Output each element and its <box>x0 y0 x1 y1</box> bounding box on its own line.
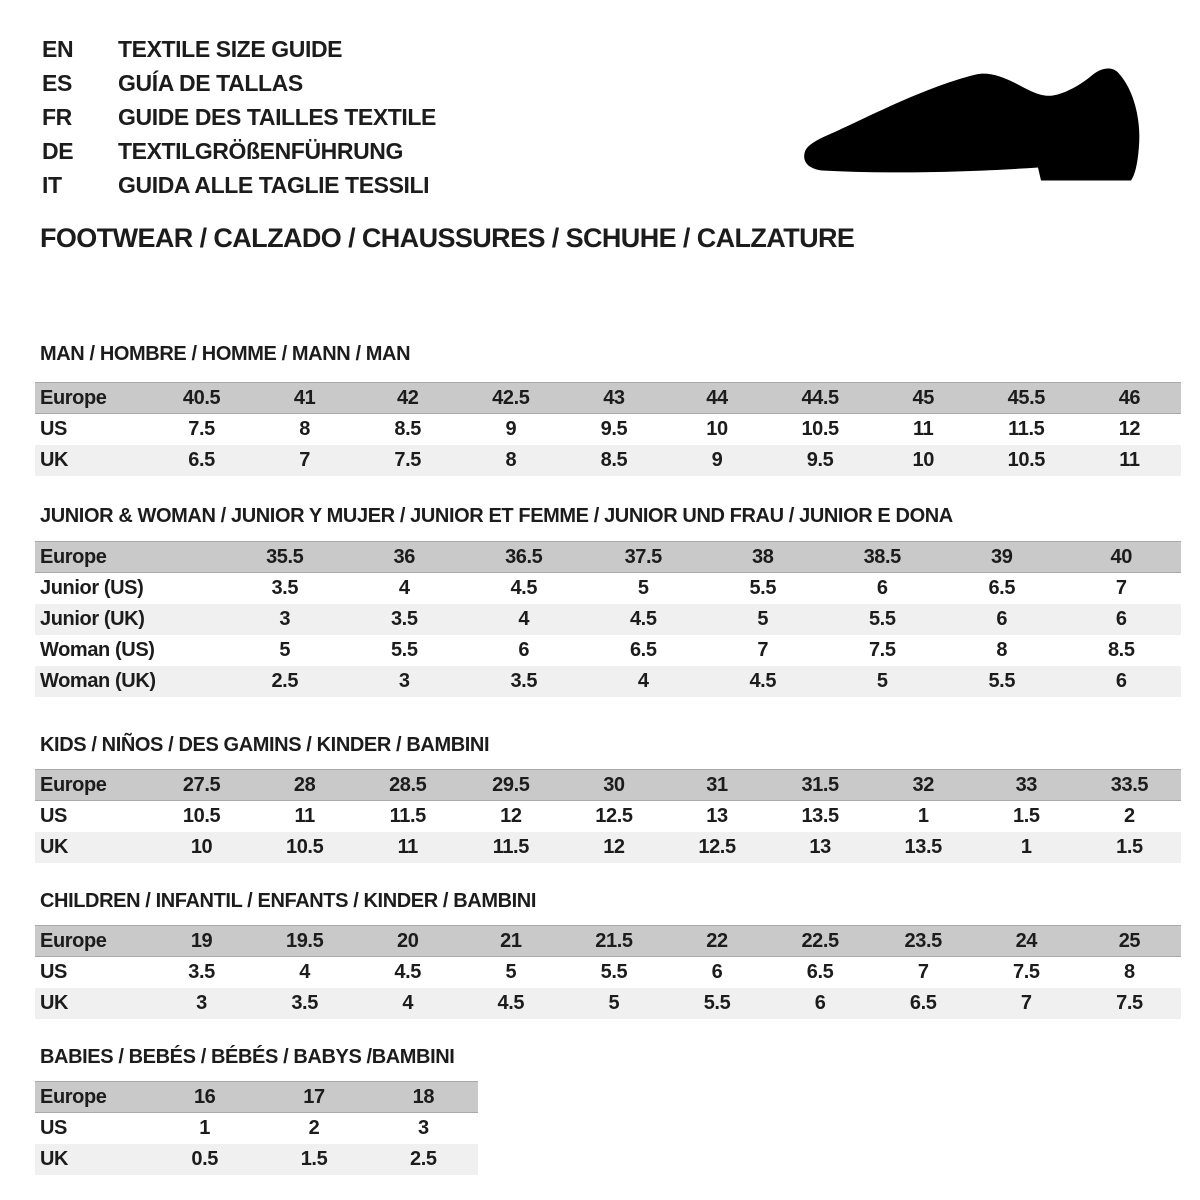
size-value-cell: 3.5 <box>464 666 584 697</box>
row-label: UK <box>35 832 150 863</box>
table-row <box>35 988 1181 1019</box>
size-value-cell: 12 <box>459 801 562 832</box>
size-value-cell: 5.5 <box>823 604 943 635</box>
row-label: US <box>35 957 150 988</box>
size-value-cell: 6 <box>769 988 872 1019</box>
size-value-cell: 8 <box>942 635 1062 666</box>
shoe-icon <box>800 58 1145 186</box>
row-label: US <box>35 414 150 445</box>
size-value-cell: 9.5 <box>562 414 665 445</box>
language-row <box>42 100 436 134</box>
size-value-cell: 13.5 <box>872 832 975 863</box>
size-value-cell: 4.5 <box>459 988 562 1019</box>
size-value-cell: 12.5 <box>562 801 665 832</box>
size-value-cell: 25 <box>1078 926 1181 957</box>
size-value-cell: 0.5 <box>150 1144 259 1175</box>
size-value-cell: 7 <box>1062 573 1182 604</box>
row-label: US <box>35 801 150 832</box>
size-value-cell: 3 <box>150 988 253 1019</box>
table-row <box>35 666 1181 697</box>
size-value-cell: 30 <box>562 770 665 801</box>
size-value-cell: 1.5 <box>1078 832 1181 863</box>
size-value-cell: 27.5 <box>150 770 253 801</box>
language-code: DE <box>42 137 74 164</box>
size-value-cell: 8 <box>253 414 356 445</box>
size-value-cell: 7.5 <box>150 414 253 445</box>
language-title-block <box>42 32 436 202</box>
size-value-cell: 41 <box>253 383 356 414</box>
table-row <box>35 573 1181 604</box>
size-value-cell: 23.5 <box>872 926 975 957</box>
size-value-cell: 45 <box>872 383 975 414</box>
table-title-man: MAN / HOMBRE / HOMME / MANN / MAN <box>40 343 411 365</box>
table-row <box>35 832 1181 863</box>
size-value-cell: 46 <box>1078 383 1181 414</box>
size-value-cell: 10.5 <box>253 832 356 863</box>
table-row <box>35 635 1181 666</box>
row-label: Europe <box>35 1082 150 1113</box>
table-row <box>35 801 1181 832</box>
row-label: Europe <box>35 926 150 957</box>
size-value-cell: 10.5 <box>150 801 253 832</box>
size-value-cell: 7.5 <box>823 635 943 666</box>
language-title: TEXTILGRÖßENFÜHRUNG <box>118 137 403 164</box>
size-value-cell: 6.5 <box>872 988 975 1019</box>
size-table-junior-woman <box>35 541 1181 697</box>
size-value-cell: 1 <box>150 1113 259 1144</box>
size-value-cell: 42 <box>356 383 459 414</box>
size-value-cell: 11.5 <box>459 832 562 863</box>
size-value-cell: 5.5 <box>665 988 768 1019</box>
size-value-cell: 2 <box>1078 801 1181 832</box>
size-value-cell: 6 <box>1062 604 1182 635</box>
language-code: IT <box>42 171 62 198</box>
size-value-cell: 39 <box>942 542 1062 573</box>
size-value-cell: 40 <box>1062 542 1182 573</box>
table-title-kids: KIDS / NIÑOS / DES GAMINS / KINDER / BAMBINI <box>40 734 490 756</box>
language-code: ES <box>42 69 72 96</box>
size-value-cell: 36 <box>345 542 465 573</box>
language-title: GUÍA DE TALLAS <box>118 69 303 96</box>
size-value-cell: 3.5 <box>225 573 345 604</box>
size-value-cell: 8.5 <box>1062 635 1182 666</box>
table-children <box>35 925 1181 1019</box>
size-value-cell: 7.5 <box>356 445 459 476</box>
size-table-babies <box>35 1081 478 1175</box>
size-value-cell: 29.5 <box>459 770 562 801</box>
size-value-cell: 13 <box>665 801 768 832</box>
language-row <box>42 134 436 168</box>
size-value-cell: 7 <box>703 635 823 666</box>
size-value-cell: 11.5 <box>975 414 1078 445</box>
size-value-cell: 20 <box>356 926 459 957</box>
size-value-cell: 32 <box>872 770 975 801</box>
size-value-cell: 9 <box>459 414 562 445</box>
size-value-cell: 11 <box>253 801 356 832</box>
size-value-cell: 4.5 <box>703 666 823 697</box>
size-value-cell: 7.5 <box>975 957 1078 988</box>
size-value-cell: 3 <box>345 666 465 697</box>
size-value-cell: 6 <box>665 957 768 988</box>
row-label: Europe <box>35 542 225 573</box>
size-value-cell: 17 <box>259 1082 368 1113</box>
size-value-cell: 8 <box>459 445 562 476</box>
size-value-cell: 7 <box>872 957 975 988</box>
size-value-cell: 3 <box>369 1113 478 1144</box>
size-value-cell: 7.5 <box>1078 988 1181 1019</box>
size-value-cell: 38.5 <box>823 542 943 573</box>
size-value-cell: 28 <box>253 770 356 801</box>
row-label: Europe <box>35 383 150 414</box>
table-header-row <box>35 770 1181 801</box>
size-value-cell: 45.5 <box>975 383 1078 414</box>
category-heading: FOOTWEAR / CALZADO / CHAUSSURES / SCHUHE / CALZATURE <box>40 223 855 253</box>
size-value-cell: 7 <box>253 445 356 476</box>
size-value-cell: 13 <box>769 832 872 863</box>
size-value-cell: 21 <box>459 926 562 957</box>
size-value-cell: 31 <box>665 770 768 801</box>
size-value-cell: 2.5 <box>225 666 345 697</box>
size-value-cell: 19 <box>150 926 253 957</box>
table-row <box>35 414 1181 445</box>
language-row <box>42 66 436 100</box>
size-value-cell: 38 <box>703 542 823 573</box>
row-label: Europe <box>35 770 150 801</box>
size-value-cell: 4.5 <box>356 957 459 988</box>
size-value-cell: 2 <box>259 1113 368 1144</box>
table-kids <box>35 769 1181 863</box>
table-row <box>35 604 1181 635</box>
table-header-row <box>35 926 1181 957</box>
size-value-cell: 5 <box>584 573 704 604</box>
row-label: Woman (UK) <box>35 666 225 697</box>
table-row <box>35 957 1181 988</box>
size-value-cell: 6.5 <box>150 445 253 476</box>
size-value-cell: 5.5 <box>703 573 823 604</box>
size-value-cell: 4 <box>584 666 704 697</box>
size-value-cell: 7 <box>975 988 1078 1019</box>
language-row <box>42 32 436 66</box>
row-label: Woman (US) <box>35 635 225 666</box>
size-value-cell: 12 <box>562 832 665 863</box>
size-value-cell: 11 <box>872 414 975 445</box>
size-value-cell: 11 <box>356 832 459 863</box>
table-header-row <box>35 383 1181 414</box>
size-value-cell: 16 <box>150 1082 259 1113</box>
table-title-junior-woman: JUNIOR & WOMAN / JUNIOR Y MUJER / JUNIOR ET FEMME / JUNIOR UND FRAU / JUNIOR E DONA <box>40 505 953 527</box>
size-value-cell: 9 <box>665 445 768 476</box>
table-header-row <box>35 542 1181 573</box>
table-row <box>35 445 1181 476</box>
size-value-cell: 1 <box>975 832 1078 863</box>
size-value-cell: 1.5 <box>975 801 1078 832</box>
language-title: GUIDA ALLE TAGLIE TESSILI <box>118 171 430 198</box>
size-value-cell: 40.5 <box>150 383 253 414</box>
size-value-cell: 24 <box>975 926 1078 957</box>
size-value-cell: 44.5 <box>769 383 872 414</box>
language-code: FR <box>42 103 72 130</box>
size-value-cell: 21.5 <box>562 926 665 957</box>
size-value-cell: 19.5 <box>253 926 356 957</box>
size-value-cell: 3 <box>225 604 345 635</box>
table-row <box>35 1144 478 1175</box>
size-value-cell: 22.5 <box>769 926 872 957</box>
size-value-cell: 5 <box>225 635 345 666</box>
size-value-cell: 18 <box>369 1082 478 1113</box>
size-table-kids <box>35 769 1181 863</box>
size-value-cell: 12.5 <box>665 832 768 863</box>
size-table-children <box>35 925 1181 1019</box>
size-value-cell: 9.5 <box>769 445 872 476</box>
size-value-cell: 43 <box>562 383 665 414</box>
size-value-cell: 10 <box>665 414 768 445</box>
size-value-cell: 4 <box>356 988 459 1019</box>
size-value-cell: 33 <box>975 770 1078 801</box>
size-value-cell: 22 <box>665 926 768 957</box>
size-value-cell: 11.5 <box>356 801 459 832</box>
row-label: UK <box>35 445 150 476</box>
size-value-cell: 4.5 <box>584 604 704 635</box>
size-value-cell: 5 <box>562 988 665 1019</box>
size-value-cell: 42.5 <box>459 383 562 414</box>
size-value-cell: 5.5 <box>942 666 1062 697</box>
row-label: UK <box>35 988 150 1019</box>
size-value-cell: 5 <box>823 666 943 697</box>
size-value-cell: 6 <box>464 635 584 666</box>
row-label: Junior (US) <box>35 573 225 604</box>
size-value-cell: 33.5 <box>1078 770 1181 801</box>
shoe-silhouette-svg <box>800 58 1145 186</box>
size-value-cell: 36.5 <box>464 542 584 573</box>
size-value-cell: 3.5 <box>150 957 253 988</box>
size-value-cell: 5 <box>459 957 562 988</box>
size-value-cell: 31.5 <box>769 770 872 801</box>
table-junior-woman <box>35 541 1181 697</box>
size-value-cell: 37.5 <box>584 542 704 573</box>
size-value-cell: 4 <box>345 573 465 604</box>
size-value-cell: 8 <box>1078 957 1181 988</box>
row-label: US <box>35 1113 150 1144</box>
size-value-cell: 10.5 <box>975 445 1078 476</box>
row-label: Junior (UK) <box>35 604 225 635</box>
table-babies <box>35 1081 478 1175</box>
table-row <box>35 1113 478 1144</box>
size-value-cell: 11 <box>1078 445 1181 476</box>
size-value-cell: 5.5 <box>562 957 665 988</box>
language-title: TEXTILE SIZE GUIDE <box>118 35 343 62</box>
size-value-cell: 5.5 <box>345 635 465 666</box>
size-value-cell: 8.5 <box>356 414 459 445</box>
table-header-row <box>35 1082 478 1113</box>
language-code: EN <box>42 35 74 62</box>
table-title-children: CHILDREN / INFANTIL / ENFANTS / KINDER / BAMBINI <box>40 890 536 912</box>
size-value-cell: 6 <box>942 604 1062 635</box>
size-value-cell: 35.5 <box>225 542 345 573</box>
table-man <box>35 382 1181 476</box>
size-value-cell: 4.5 <box>464 573 584 604</box>
size-value-cell: 6.5 <box>942 573 1062 604</box>
size-value-cell: 5 <box>703 604 823 635</box>
size-value-cell: 10 <box>150 832 253 863</box>
size-value-cell: 3.5 <box>345 604 465 635</box>
size-table-man <box>35 382 1181 476</box>
size-value-cell: 1 <box>872 801 975 832</box>
size-value-cell: 4 <box>464 604 584 635</box>
size-value-cell: 10.5 <box>769 414 872 445</box>
size-value-cell: 6 <box>823 573 943 604</box>
size-value-cell: 6.5 <box>769 957 872 988</box>
size-value-cell: 2.5 <box>369 1144 478 1175</box>
size-value-cell: 6.5 <box>584 635 704 666</box>
size-value-cell: 3.5 <box>253 988 356 1019</box>
language-row <box>42 168 436 202</box>
language-title: GUIDE DES TAILLES TEXTILE <box>118 103 436 130</box>
size-value-cell: 44 <box>665 383 768 414</box>
size-value-cell: 1.5 <box>259 1144 368 1175</box>
size-value-cell: 8.5 <box>562 445 665 476</box>
size-value-cell: 4 <box>253 957 356 988</box>
size-value-cell: 12 <box>1078 414 1181 445</box>
size-value-cell: 6 <box>1062 666 1182 697</box>
size-value-cell: 10 <box>872 445 975 476</box>
size-value-cell: 28.5 <box>356 770 459 801</box>
size-value-cell: 13.5 <box>769 801 872 832</box>
row-label: UK <box>35 1144 150 1175</box>
table-title-babies: BABIES / BEBÉS / BÉBÉS / BABYS /BAMBINI <box>40 1046 455 1068</box>
